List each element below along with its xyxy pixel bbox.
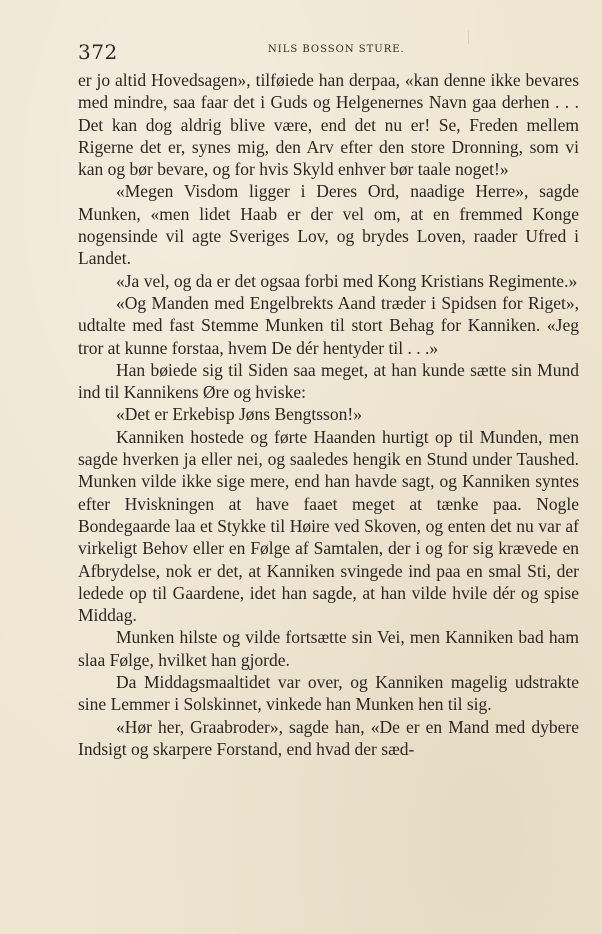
- paragraph: «Hør her, Graabroder», sagde han, «De er en Mand med dybere Indsigt og skarpere Forstand, end hvad der sæd-: [78, 716, 579, 759]
- paragraph: «Megen Visdom ligger i Deres Ord, naadige Herre», sagde Munken, «men lidet Haab er der vel om, at en fremmed Konge nogensinde vil agte Sveriges Lov, og brydes Loven, raader Ufred i Landet.: [78, 181, 579, 269]
- paragraph: Kanniken hostede og førte Haanden hurtigt op til Munden, men sagde hverken ja eller nei, og saaledes hengik en Stund under Taushed. Munken vilde ikke sige mere, end han havde sagt, og Kanniken syntes efter Hviskningen at have faaet meget at tænke paa. Nogle Bondegaarde laa et Stykke til Høire ved Skoven, og enten det nu var af virkeligt Behov eller en Følge af Samtalen, der i og for sig krævede en Afbrydelse, nok er det, at Kanniken svingede ind paa en smal Sti, der ledede op til Gaardene, idet han sagde, at han vilde hvile dér og spise Middag.: [78, 426, 579, 626]
- running-head: NILS BOSSON STURE.: [268, 44, 405, 55]
- paragraph: «Ja vel, og da er det ogsaa forbi med Kong Kristians Regimente.»: [116, 270, 578, 291]
- paragraph: Da Middagsmaaltidet var over, og Kanniken magelig udstrakte sine Lemmer i Solskinnet, vinkede han Munken hen til sig.: [78, 672, 579, 715]
- paragraph-continuation: er jo altid Hovedsagen», tilføiede han derpaa, «kan denne ikke bevares med mindre, saa faar det i Guds og Helgenernes Navn gaa derhen . . . Det kan dog aldrig blive være, end det nu er! Se, Freden mellem Rigerne det er, synes mig, den Arv efter den store Dronning, som vi kan og bør bevare, og for hvis Skyld enhver bør taale noget!»: [78, 70, 579, 180]
- paragraph: «Og Manden med Engelbrekts Aand træder i Spidsen for Riget», udtalte med fast Stemme Munken til stort Behag for Kanniken. «Jeg tror at kunne forstaa, hvem De dér hentyder til . . .»: [78, 292, 579, 358]
- paragraph: Munken hilste og vilde fortsætte sin Vei, men Kanniken bad ham slaa Følge, hvilket han gjorde.: [78, 627, 579, 670]
- paragraph: «Det er Erkebisp Jøns Bengtsson!»: [116, 404, 362, 425]
- page-number: 372: [78, 40, 118, 64]
- paragraph: Han bøiede sig til Siden saa meget, at han kunde sætte sin Mund ind til Kannikens Øre og hviske:: [78, 359, 579, 403]
- page-header: [78, 40, 578, 64]
- body-text: [78, 69, 579, 760]
